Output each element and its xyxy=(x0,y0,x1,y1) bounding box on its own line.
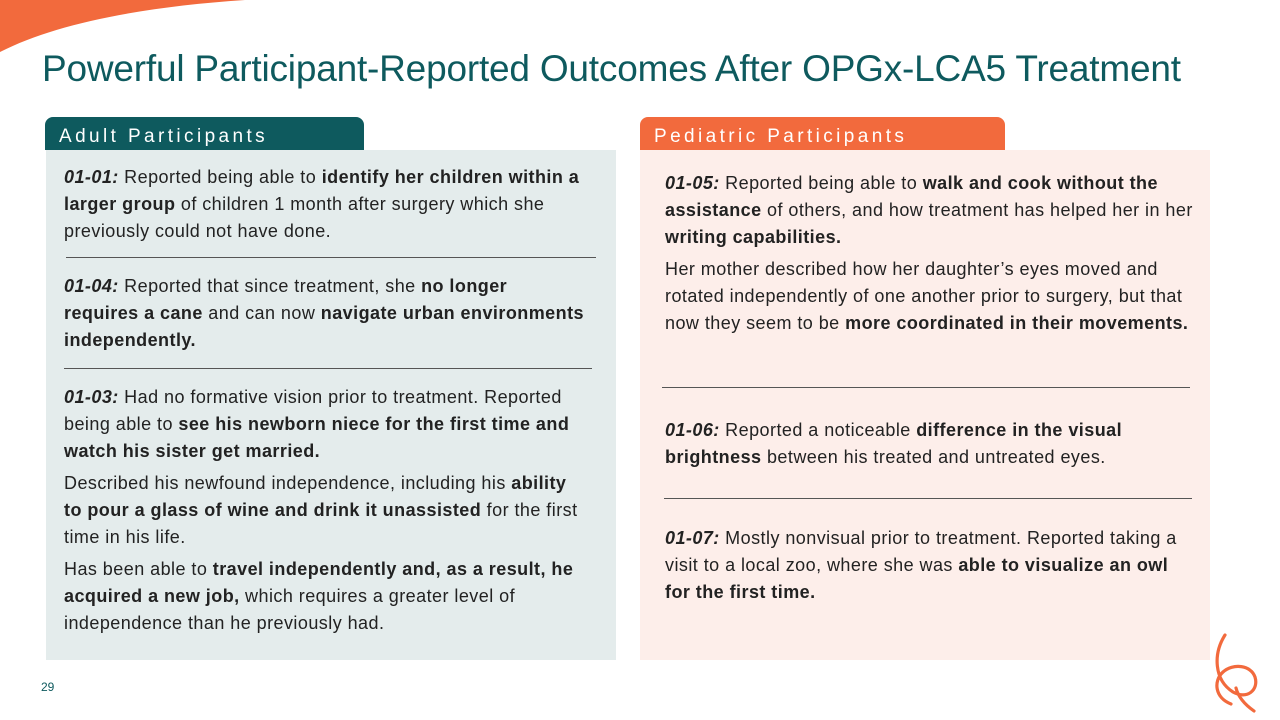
entry-text: for the first time in his life. xyxy=(64,500,578,547)
pediatric-tab-label: Pediatric Participants xyxy=(654,126,908,147)
entry-paragraph xyxy=(665,170,1195,251)
entry-text: between his treated and untreated eyes. xyxy=(761,447,1106,467)
entry-paragraph xyxy=(64,470,584,551)
entry-text: Reported being able to xyxy=(118,167,322,187)
participant-id: 01-05: xyxy=(665,173,720,193)
pediatric-participants-tab xyxy=(640,117,1005,150)
highlighted-outcome: ability to pour a glass of wine and drink it unassisted xyxy=(64,473,567,520)
highlighted-outcome: more coordinated in their movements. xyxy=(845,313,1189,333)
company-logo-icon xyxy=(1203,632,1263,714)
entry-paragraph xyxy=(665,525,1195,606)
divider xyxy=(664,498,1192,499)
entry-paragraph xyxy=(665,417,1195,471)
entry-text: Reported being able to xyxy=(719,173,923,193)
page-title: Powerful Participant-Reported Outcomes After OPGx-LCA5 Treatment xyxy=(42,48,1181,89)
entry-text: Had no formative vision prior to treatment. Reported being able to xyxy=(64,387,562,434)
entry-text: of children 1 month after surgery which she previously could not have done. xyxy=(64,194,545,241)
participant-id: 01-06: xyxy=(665,420,720,440)
entry-text: Described his newfound independence, including his xyxy=(64,473,512,493)
divider xyxy=(64,368,592,369)
highlighted-outcome: identify her children within a larger group xyxy=(64,167,580,214)
adult-entry xyxy=(64,164,604,245)
highlighted-outcome: difference in the visual brightness xyxy=(665,420,1123,467)
entry-paragraph xyxy=(64,556,584,637)
pediatric-entry xyxy=(665,525,1195,606)
adult-entry xyxy=(64,273,584,354)
highlighted-outcome: navigate urban environments independently. xyxy=(64,303,584,350)
participant-id: 01-07: xyxy=(665,528,720,548)
entry-paragraph xyxy=(64,384,584,465)
entry-text: and can now xyxy=(202,303,321,323)
entry-paragraph xyxy=(665,256,1195,337)
entry-text: which requires a greater level of independence than he previously had. xyxy=(64,586,516,633)
highlighted-outcome: see his newborn niece for the first time and watch his sister get married. xyxy=(64,414,570,461)
page-number: 29 xyxy=(41,680,55,694)
entry-text: Has been able to xyxy=(64,559,213,579)
participant-id: 01-03: xyxy=(64,387,119,407)
entry-paragraph xyxy=(64,164,604,245)
entry-paragraph xyxy=(64,273,584,354)
entry-text: Reported that since treatment, she xyxy=(118,276,422,296)
pediatric-entry xyxy=(665,417,1195,471)
entry-text: Her mother described how her daughter’s eyes moved and rotated independently of one another prior to surgery, but that now they seem to be xyxy=(665,259,1183,333)
pediatric-entry xyxy=(665,170,1195,337)
participant-id: 01-04: xyxy=(64,276,119,296)
adult-participants-tab xyxy=(45,117,364,150)
divider xyxy=(66,257,596,258)
entry-text: Mostly nonvisual prior to treatment. Reported taking a visit to a local zoo, where she was xyxy=(665,528,1177,575)
entry-text: Reported a noticeable xyxy=(719,420,917,440)
adult-entry xyxy=(64,384,584,637)
highlighted-outcome: able to visualize an owl for the first time. xyxy=(665,555,1169,602)
adult-tab-label: Adult Participants xyxy=(59,126,269,147)
participant-id: 01-01: xyxy=(64,167,119,187)
highlighted-outcome: walk and cook without the assistance xyxy=(665,173,1158,220)
highlighted-outcome: travel independently and, as a result, he acquired a new job, xyxy=(64,559,574,606)
highlighted-outcome: no longer requires a cane xyxy=(64,276,508,323)
highlighted-outcome: writing capabilities. xyxy=(665,227,842,247)
entry-text: of others, and how treatment has helped her in her xyxy=(761,200,1193,220)
divider xyxy=(662,387,1190,388)
